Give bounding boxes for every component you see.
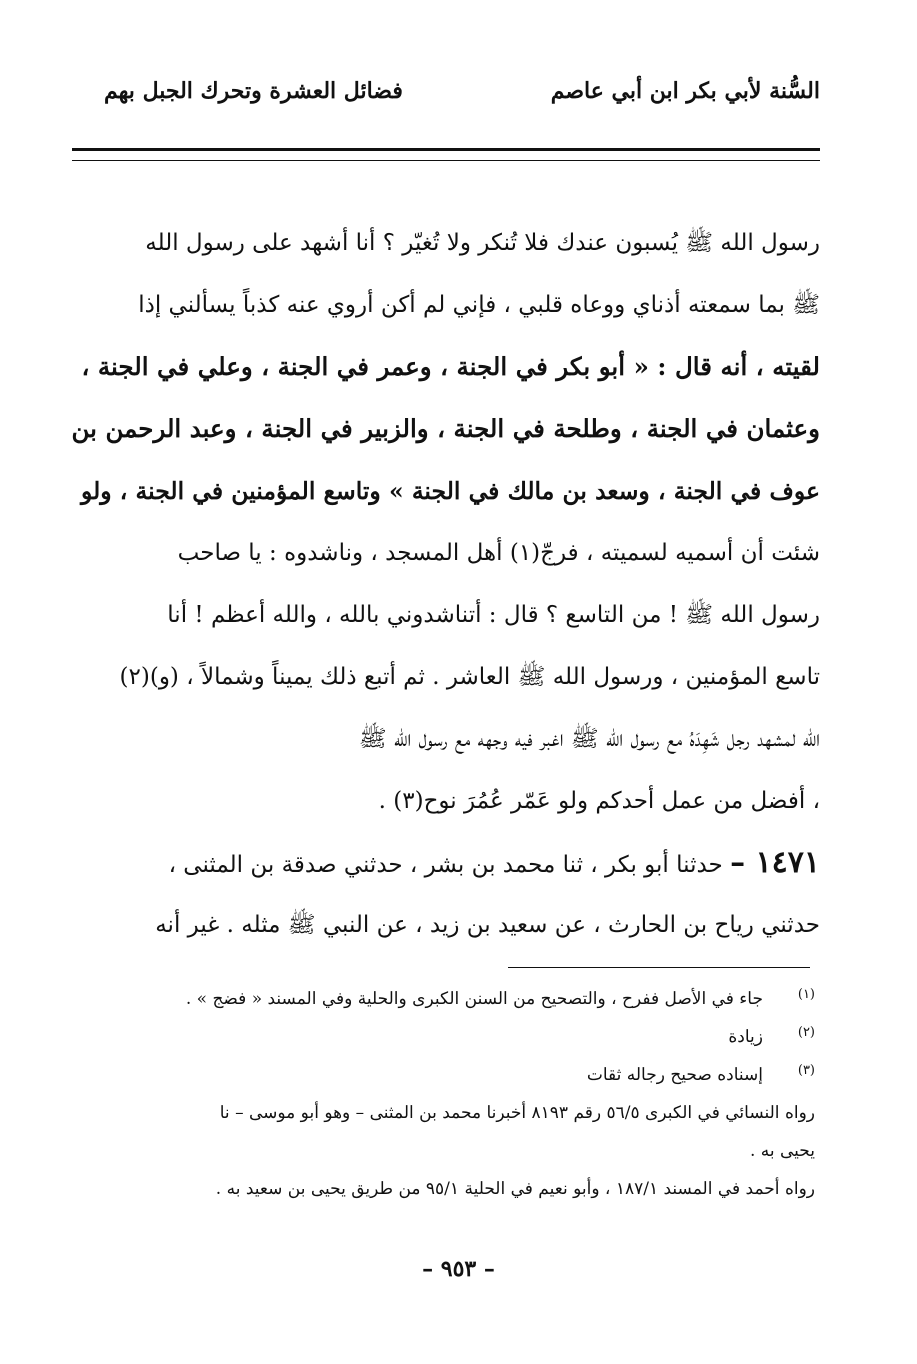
page-number: – ٩٥٣ – bbox=[422, 1256, 495, 1282]
footnote-text: إسناده صحيح رجاله ثقات bbox=[586, 1065, 763, 1085]
text-line: الله لمشهد رجل شَهِدَهُ مع رسول الله ﷺ اغبر فيه وجهه مع رسول الله ﷺ bbox=[358, 726, 820, 752]
text-line: حدثني رياح بن الحارث ، عن سعيد بن زيد ، عن النبي ﷺ مثله . غير أنه bbox=[155, 912, 820, 938]
text-line: رسول الله ﷺ يُسبون عندك فلا تُنكر ولا تُغيّر ؟ أنا أشهد على رسول الله bbox=[145, 230, 820, 256]
chapter-title: فضائل العشرة وتحرك الجبل بهم bbox=[104, 78, 403, 104]
text-line: رسول الله ﷺ ! من التاسع ؟ قال : أتناشدوني بالله ، والله أعظم ! أنا bbox=[167, 602, 820, 628]
footnote-continuation bbox=[70, 1170, 815, 1208]
footnote bbox=[70, 1018, 815, 1056]
body-text bbox=[70, 212, 820, 956]
text-line: تاسع المؤمنين ، ورسول الله ﷺ العاشر . ثم أتبع ذلك يميناً وشمالاً ، (و)(٢) bbox=[119, 664, 820, 690]
text-line: لقيته ، أنه قال : « أبو بكر في الجنة ، وعمر في الجنة ، وعلي في الجنة ، bbox=[81, 352, 820, 381]
hadith-line bbox=[70, 832, 820, 894]
footnotes bbox=[70, 980, 815, 1208]
text-line: ﷺ بما سمعته أذناي ووعاه قلبي ، فإني لم أكن أروي عنه كذباً يسألني إذا bbox=[138, 292, 820, 318]
header-rule-thick bbox=[72, 148, 820, 151]
hadith-number: ١٤٧١ – bbox=[730, 845, 820, 880]
footnote-continuation bbox=[70, 1132, 815, 1170]
header-rule-thin bbox=[72, 160, 820, 161]
footnote-continuation bbox=[70, 1094, 815, 1132]
footnote-separator bbox=[508, 967, 810, 968]
footnote-text: رواه أحمد في المسند ١٨٧/١ ، وأبو نعيم في الحلية ٩٥/١ من طريق يحيى بن سعيد به . bbox=[215, 1179, 815, 1199]
footnote bbox=[70, 1056, 815, 1094]
hadith-text: حدثنا أبو بكر ، ثنا محمد بن بشر ، حدثني صدقة بن المثنى ، bbox=[168, 852, 723, 878]
footnote-text: جاء في الأصل ففرح ، والتصحيح من السنن الكبرى والحلية وفي المسند « فضج » . bbox=[185, 989, 763, 1009]
footnote-text: رواه النسائي في الكبرى ٥٦/٥ رقم ٨١٩٣ أخبرنا محمد بن المثنى – وهو أبو موسى – نا bbox=[219, 1103, 815, 1123]
text-line: شئت أن أسميه لسميته ، فرجّ(١) أهل المسجد ، وناشدوه : يا صاحب bbox=[177, 540, 820, 566]
footnote bbox=[70, 980, 815, 1018]
text-line: عوف في الجنة ، وسعد بن مالك في الجنة » وتاسع المؤمنين في الجنة ، ولو bbox=[80, 477, 820, 505]
footnote-text: زيادة bbox=[728, 1027, 763, 1047]
book-title: السُّنة لأبي بكر ابن أبي عاصم bbox=[550, 78, 820, 104]
footnote-text: يحيى به . bbox=[749, 1141, 815, 1161]
footnote-mark: (٣) bbox=[797, 1063, 815, 1078]
text-line: وعثمان في الجنة ، وطلحة في الجنة ، والزبير في الجنة ، وعبد الرحمن بن bbox=[71, 414, 820, 443]
text-line: ، أفضل من عمل أحدكم ولو عَمّر عُمُرَ نوح(٣) . bbox=[378, 788, 820, 814]
running-header bbox=[72, 78, 820, 118]
footnote-mark: (٢) bbox=[797, 1025, 815, 1040]
footnote-mark: (١) bbox=[797, 987, 815, 1002]
